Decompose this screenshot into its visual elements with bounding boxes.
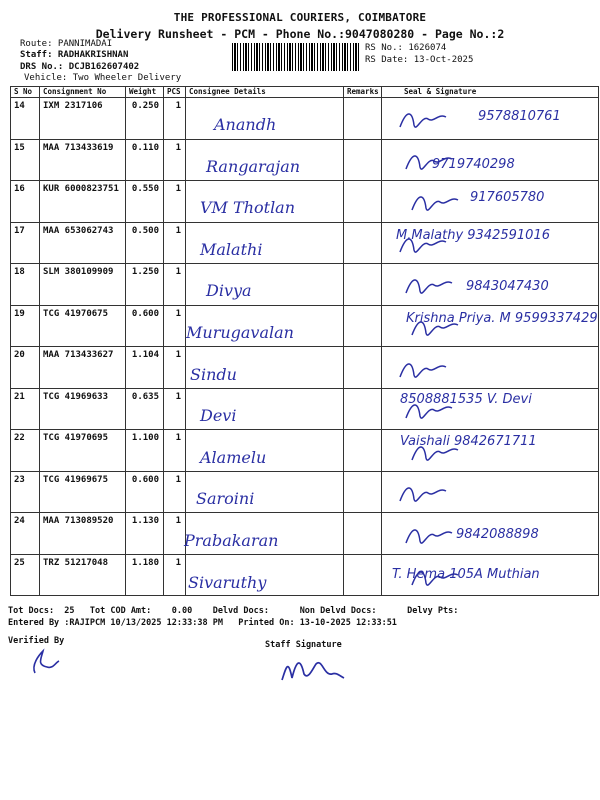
row-pcs-text: 1	[175, 101, 181, 111]
handwritten-signature-text: 9578810761	[478, 109, 561, 124]
row-sno	[11, 264, 40, 306]
row-consignment-text: KUR 6000823751	[43, 184, 119, 194]
row-sno-text: 14	[14, 101, 25, 111]
row-consignment-text: IXM 2317106	[43, 101, 103, 111]
rs-date-label: RS Date: 13-Oct-2025	[365, 55, 474, 65]
row-sno	[11, 554, 40, 596]
handwritten-consignee-name: Malathi	[200, 239, 263, 259]
handwritten-signature-text: Vaishali 9842671711	[400, 433, 537, 449]
row-sno	[11, 430, 40, 472]
col-header-signature: Seal & Signature	[382, 87, 599, 98]
row-consignment-text: MAA 653062743	[43, 225, 114, 236]
handwritten-consignee-name: VM Thotlan	[200, 198, 296, 218]
row-weight	[126, 513, 164, 555]
handwritten-signature-text: M.Malathy 9342591016	[396, 227, 550, 243]
row-pcs-text: 1	[175, 391, 181, 402]
row-remarks-cell	[344, 139, 382, 181]
handwritten-consignee-name: Anandh	[214, 115, 277, 134]
footer-totals: Tot Docs: 25 Tot COD Amt: 0.00 Delvd Docs: Non Delvd Docs: Delvy Pts:	[8, 606, 459, 616]
row-weight	[126, 181, 164, 223]
row-consignment-text: MAA 713433627	[43, 350, 114, 360]
row-consignment-text: MAA 713433619	[43, 142, 114, 153]
row-sno	[11, 388, 40, 430]
handwritten-consignee-name: Rangarajan	[206, 156, 301, 176]
row-consignment	[40, 554, 126, 596]
row-consignment	[40, 305, 126, 347]
row-weight-text: 0.600	[131, 474, 159, 485]
row-sno-text: 23	[14, 474, 25, 485]
row-pcs	[164, 513, 186, 555]
row-weight-text: 1.104	[131, 350, 159, 360]
row-weight	[126, 264, 164, 306]
signature-scribble-mark	[404, 396, 464, 426]
row-pcs	[164, 388, 186, 430]
row-consignment-text: TCG 41970695	[43, 433, 109, 443]
row-remarks-cell	[344, 347, 382, 389]
row-weight-text: 0.500	[131, 225, 159, 236]
handwritten-consignee-name: Prabakaran	[184, 531, 279, 550]
row-consignment-text: TCG 41969675	[43, 474, 109, 485]
row-consignment	[40, 264, 126, 306]
handwritten-signature-text: 917605780	[470, 190, 545, 206]
row-pcs	[164, 264, 186, 306]
handwritten-consignee-name: Murugavalan	[186, 323, 294, 342]
verified-by-label: Verified By	[8, 636, 65, 646]
row-sno-text: 16	[14, 184, 25, 194]
handwritten-signature-text: 9842088898	[456, 527, 539, 542]
handwritten-signature-text: T. Hema 105A Muthian	[392, 566, 540, 582]
row-sno-text: 24	[14, 516, 25, 526]
row-remarks-cell	[344, 513, 382, 555]
row-consignment	[40, 471, 126, 513]
row-pcs	[164, 471, 186, 513]
signature-scribble-mark	[410, 438, 470, 468]
handwritten-signature-text: Krishna Priya. M 9599337429	[406, 311, 598, 326]
row-consignment	[40, 139, 126, 181]
row-consignment-text: MAA 713089520	[43, 516, 114, 526]
row-sno	[11, 347, 40, 389]
col-header-consignee: Consignee Details	[186, 87, 344, 98]
row-pcs	[164, 554, 186, 596]
row-weight	[126, 554, 164, 596]
row-pcs-text: 1	[175, 308, 181, 319]
signature-scribble-mark	[410, 563, 470, 593]
row-sno	[11, 305, 40, 347]
handwritten-signature-text: 8508881535 V. Devi	[400, 392, 532, 408]
row-sno-text: 19	[14, 308, 25, 319]
handwritten-consignee-name: Sivaruthy	[188, 572, 267, 592]
staff-signature-mark	[278, 650, 348, 690]
row-weight-text: 0.600	[131, 308, 159, 319]
row-weight	[126, 430, 164, 472]
row-pcs-text: 1	[175, 184, 181, 194]
row-remarks-cell	[344, 430, 382, 472]
row-pcs-text: 1	[175, 474, 181, 485]
row-weight	[126, 139, 164, 181]
signature-scribble-mark	[398, 479, 458, 509]
handwritten-signature-text: 9719740298	[432, 156, 515, 172]
row-pcs-text: 1	[175, 267, 181, 277]
signature-scribble-mark	[410, 313, 470, 343]
row-consignment-text: TCG 41969633	[43, 391, 109, 402]
signature-scribble-mark	[404, 271, 464, 301]
row-weight	[126, 388, 164, 430]
row-sno-text: 15	[14, 142, 25, 153]
signature-scribble-mark	[398, 355, 458, 385]
row-remarks-cell	[344, 554, 382, 596]
row-weight	[126, 347, 164, 389]
row-remarks-cell	[344, 471, 382, 513]
signature-scribble-mark	[410, 188, 470, 218]
row-weight-text: 0.110	[131, 142, 159, 153]
staff-signature-label: Staff Signature	[265, 640, 342, 650]
handwritten-consignee-name: Devi	[200, 406, 237, 426]
col-header-sno: S No	[11, 87, 40, 98]
signature-scribble-mark	[404, 147, 464, 177]
verifier-signature-mark	[25, 647, 65, 677]
row-sno	[11, 222, 40, 264]
row-sno-text: 17	[14, 225, 25, 236]
row-pcs	[164, 98, 186, 140]
barcode	[232, 43, 360, 71]
row-consignment-text: TRZ 51217048	[43, 557, 109, 568]
row-weight-text: 1.130	[131, 516, 159, 526]
route-label: Route: PANNIMADAI	[20, 39, 113, 49]
handwritten-consignee-name: Alamelu	[200, 447, 267, 467]
col-header-pcs: PCS	[164, 87, 186, 98]
row-sno-text: 25	[14, 557, 25, 568]
row-consignment-text: TCG 41970675	[43, 308, 109, 319]
table-header-row	[11, 87, 599, 98]
col-header-consignment: Consignment No	[40, 87, 126, 98]
row-weight-text: 0.250	[131, 101, 159, 111]
row-weight-text: 1.100	[131, 433, 159, 443]
row-remarks-cell	[344, 305, 382, 347]
row-pcs-text: 1	[175, 516, 181, 526]
row-consignment	[40, 222, 126, 264]
row-sno-text: 22	[14, 433, 25, 443]
signature-scribble-mark	[404, 521, 464, 551]
col-header-weight: Weight	[126, 87, 164, 98]
row-sno	[11, 98, 40, 140]
row-consignment	[40, 98, 126, 140]
row-pcs-text: 1	[175, 433, 181, 443]
row-pcs-text: 1	[175, 142, 181, 153]
row-weight-text: 1.180	[131, 557, 159, 568]
row-sno-text: 21	[14, 391, 25, 402]
row-pcs	[164, 181, 186, 223]
row-consignment	[40, 513, 126, 555]
row-sno	[11, 513, 40, 555]
handwritten-consignee-name: Saroini	[196, 489, 255, 509]
row-weight	[126, 471, 164, 513]
rs-no-label: RS No.: 1626074	[365, 43, 447, 53]
row-consignment	[40, 181, 126, 223]
row-pcs	[164, 305, 186, 347]
footer-entered: Entered By :RAJIPCM 10/13/2025 12:33:38 PM Printed On: 13-10-2025 12:33:51	[8, 618, 397, 628]
row-sno	[11, 181, 40, 223]
row-weight-text: 1.250	[131, 267, 159, 277]
row-remarks-cell	[344, 181, 382, 223]
row-pcs	[164, 222, 186, 264]
row-sno	[11, 139, 40, 181]
row-consignment	[40, 430, 126, 472]
row-pcs	[164, 347, 186, 389]
row-pcs-text: 1	[175, 350, 181, 360]
row-weight-text: 0.635	[131, 391, 159, 402]
row-pcs	[164, 139, 186, 181]
row-pcs	[164, 430, 186, 472]
col-header-remarks: Remarks	[344, 87, 382, 98]
drs-label: DRS No.: DCJB162607402	[20, 62, 140, 72]
row-consignment	[40, 388, 126, 430]
signature-scribble-mark	[398, 105, 458, 135]
handwritten-consignee-name: Sindu	[190, 364, 237, 384]
row-remarks-cell	[344, 222, 382, 264]
staff-label: Staff: RADHAKRISHNAN	[20, 50, 129, 60]
row-pcs-text: 1	[175, 225, 181, 236]
row-weight-text: 0.550	[131, 184, 159, 194]
row-weight	[126, 305, 164, 347]
row-sno-text: 20	[14, 350, 25, 360]
row-consignment-text: SLM 380109909	[43, 267, 114, 277]
vehicle-label: Vehicle: Two Wheeler Delivery	[24, 73, 182, 83]
row-weight	[126, 222, 164, 264]
handwritten-signature-text: 9843047430	[466, 279, 549, 295]
row-remarks-cell	[344, 98, 382, 140]
handwritten-consignee-name: Divya	[206, 281, 252, 301]
table-row	[11, 347, 599, 389]
row-sno-text: 18	[14, 267, 25, 277]
table-row	[11, 471, 599, 513]
row-consignment	[40, 347, 126, 389]
row-remarks-cell	[344, 264, 382, 306]
row-sno	[11, 471, 40, 513]
company-title: THE PROFESSIONAL COURIERS, COIMBATORE	[173, 11, 427, 24]
signature-scribble-mark	[398, 230, 458, 260]
row-pcs-text: 1	[175, 557, 181, 568]
runsheet-subtitle: Delivery Runsheet - PCM - Phone No.:9047080280 - Page No.:2	[95, 27, 505, 41]
row-weight	[126, 98, 164, 140]
row-remarks-cell	[344, 388, 382, 430]
